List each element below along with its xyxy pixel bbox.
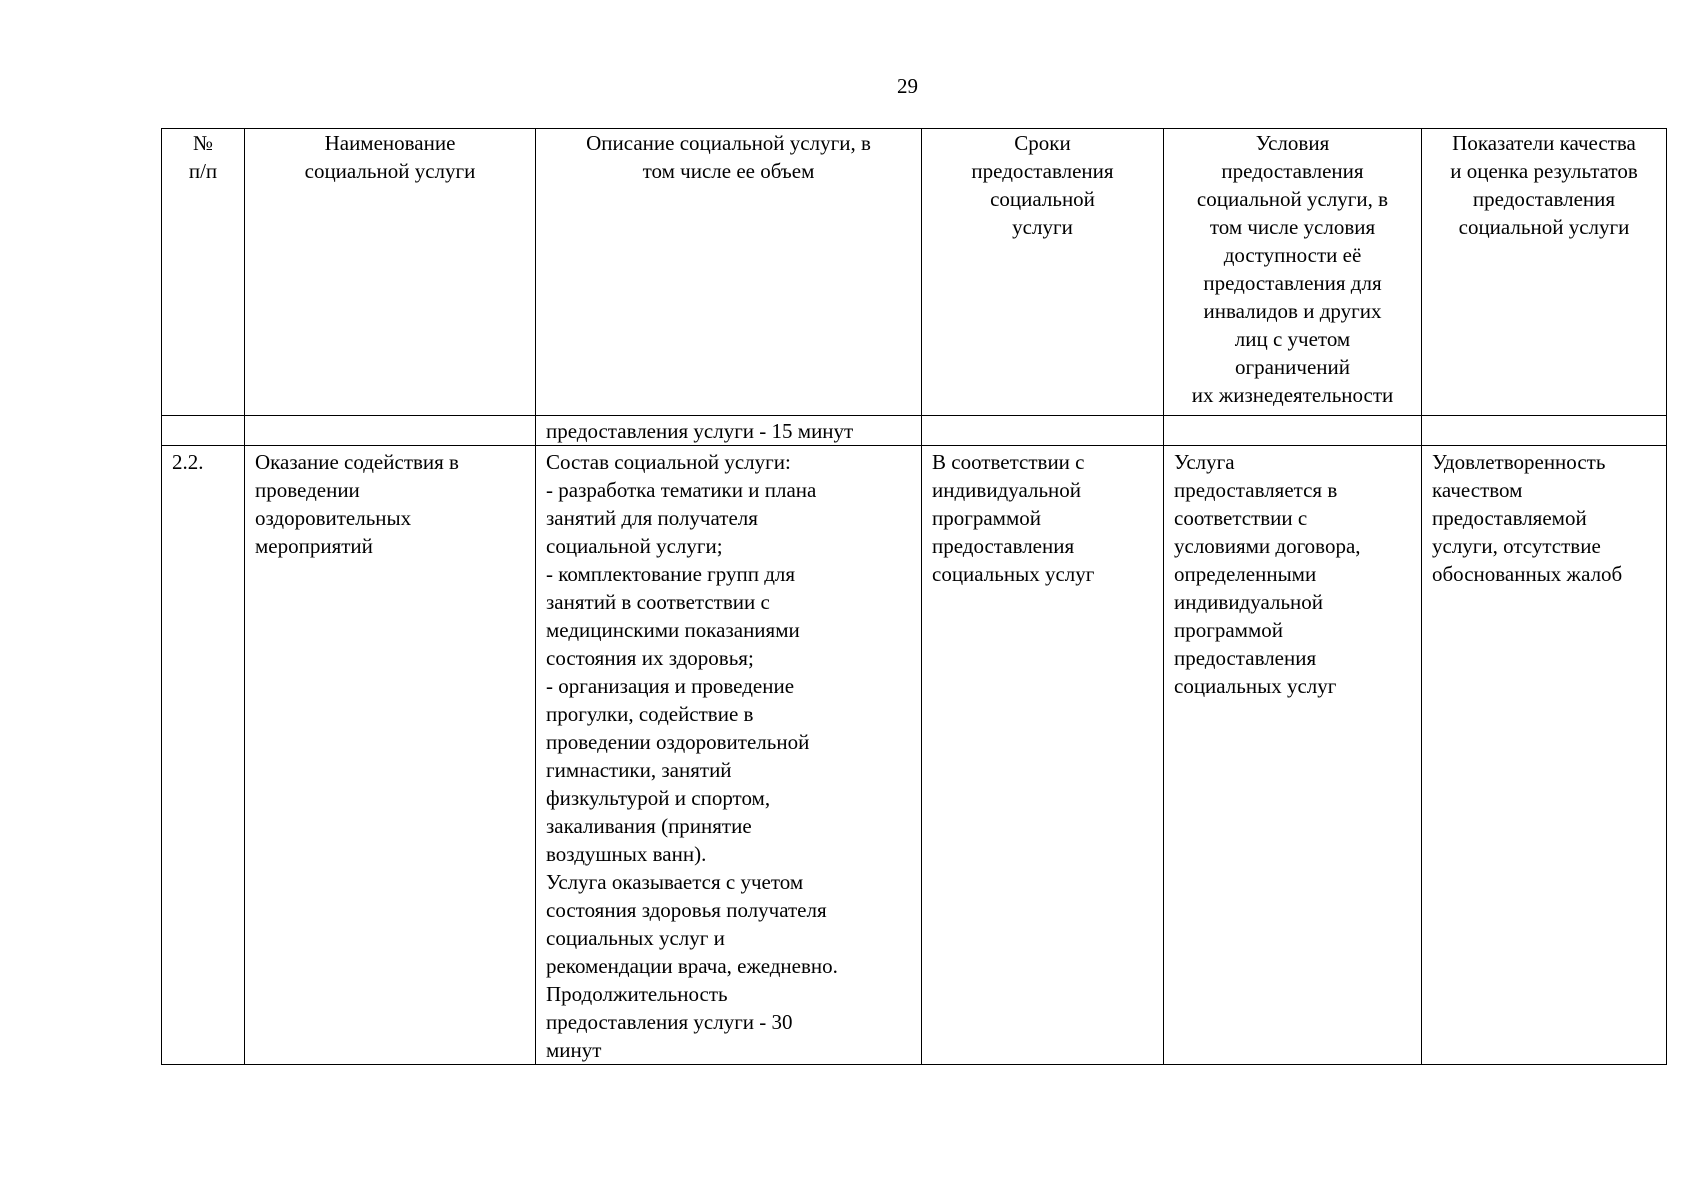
cell-number [162, 416, 245, 446]
cell-number: 2.2. [162, 446, 245, 1065]
cell-description: Состав социальной услуги: - разработка тематики и плана занятий для получателя социальной услуги; - комплектование групп для занятий в соответствии с медицинскими показаниями состояния их здоровья; - организация и проведение прогулки, содействие в проведении оздоровительной гимнастики, занятий физкультурой и спортом, закаливания (принятие воздушных ванн). Услуга оказывается с учетом состояния здоровья получателя социальных услуг и рекомендации врача, ежедневно. Продолжительность предоставления услуги - 30 минут [536, 446, 922, 1065]
header-terms: Сроки предоставления социальной услуги [922, 129, 1164, 416]
social-services-table [161, 128, 1667, 1065]
header-quality: Показатели качества и оценка результатов предоставления социальной услуги [1422, 129, 1667, 416]
cell-conditions [1164, 416, 1422, 446]
cell-terms: В соответствии с индивидуальной программой предоставления социальных услуг [922, 446, 1164, 1065]
page-number: 29 [897, 74, 918, 98]
table-header-row [162, 129, 1667, 416]
cell-service-name: Оказание содействия в проведении оздоровительных мероприятий [245, 446, 536, 1065]
cell-quality: Удовлетворенность качеством предоставляемой услуги, отсутствие обоснованных жалоб [1422, 446, 1667, 1065]
table-row-continuation [162, 416, 1667, 446]
cell-terms [922, 416, 1164, 446]
header-service-name: Наименование социальной услуги [245, 129, 536, 416]
header-number: № п/п [162, 129, 245, 416]
header-description: Описание социальной услуги, в том числе ее объем [536, 129, 922, 416]
cell-description: предоставления услуги - 15 минут [536, 416, 922, 446]
header-conditions: Условия предоставления социальной услуги, в том числе условия доступности её предоставления для инвалидов и других лиц с учетом ограничений их жизнедеятельности [1164, 129, 1422, 416]
cell-conditions: Услуга предоставляется в соответствии с условиями договора, определенными индивидуальной программой предоставления социальных услуг [1164, 446, 1422, 1065]
cell-service-name [245, 416, 536, 446]
table-row [162, 446, 1667, 1065]
cell-quality [1422, 416, 1667, 446]
